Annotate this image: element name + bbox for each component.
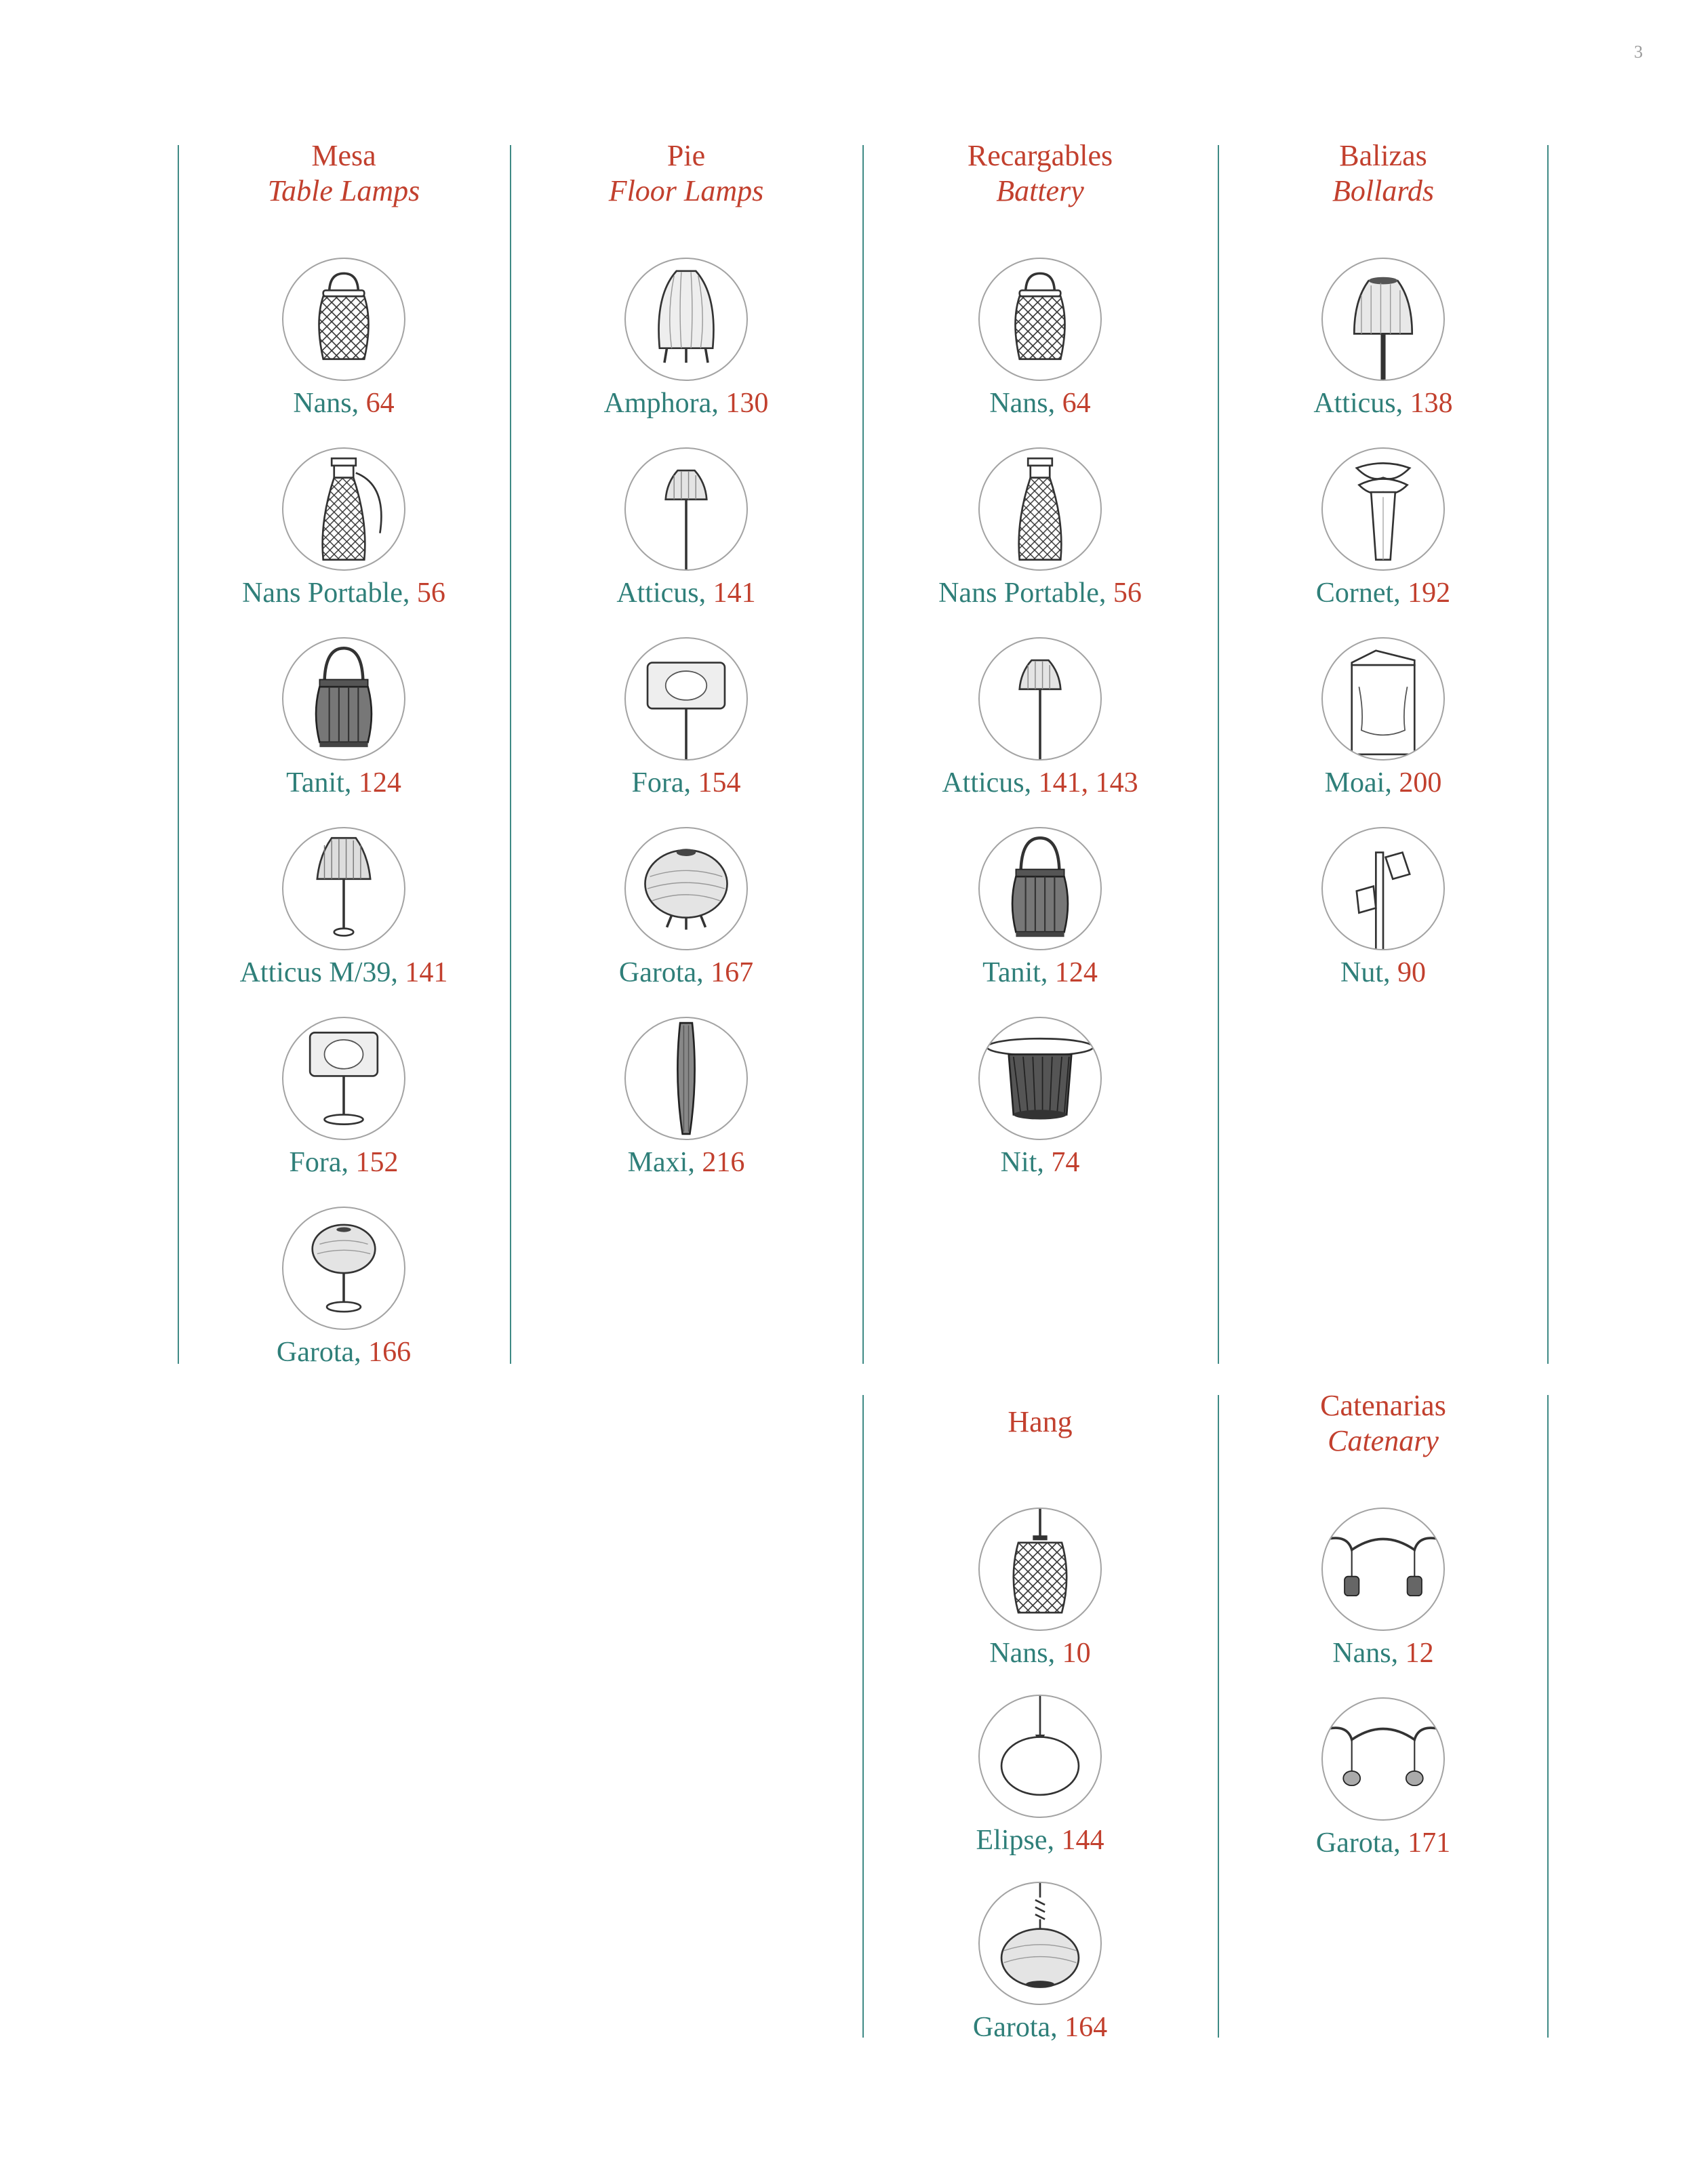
garota-floor-lamp-icon xyxy=(624,827,748,950)
moai-bollard-icon xyxy=(1321,637,1445,761)
nans-table-lamp-icon xyxy=(282,258,405,381)
category-balizas xyxy=(1214,138,1553,1379)
fora-table-lamp-icon xyxy=(282,1017,405,1140)
nans-catenary-icon xyxy=(1321,1508,1445,1631)
category-subtitle: Battery xyxy=(996,174,1084,207)
product-item[interactable]: Maxi, 216 xyxy=(517,1017,856,1179)
column-divider xyxy=(862,145,864,1364)
product-item[interactable]: Tanit, 124 xyxy=(174,637,513,800)
category-title: Catenarias xyxy=(1320,1389,1446,1422)
page-reference: 74 xyxy=(1051,1147,1080,1178)
product-item[interactable]: Elipse, 144 xyxy=(871,1695,1210,1857)
product-item[interactable]: Tanit, 124 xyxy=(871,827,1210,990)
elipse-pendant-icon xyxy=(978,1695,1102,1818)
page-reference: 56 xyxy=(1113,578,1142,609)
category-mesa xyxy=(174,138,513,1379)
category-pie xyxy=(517,138,856,1379)
product-name: Nans xyxy=(989,388,1048,419)
page-reference: 171 xyxy=(1408,1827,1451,1859)
product-name: Atticus M/39 xyxy=(239,957,391,988)
maxi-floor-lamp-icon xyxy=(624,1017,748,1140)
product-name: Nit xyxy=(1000,1147,1037,1178)
product-item[interactable]: Fora, 154 xyxy=(517,637,856,800)
product-item[interactable]: Nans Portable, 56 xyxy=(174,447,513,610)
garota-pendant-icon xyxy=(978,1882,1102,2005)
product-name: Tanit xyxy=(982,957,1041,988)
fora-floor-lamp-icon xyxy=(624,637,748,761)
product-name: Cornet xyxy=(1315,578,1394,609)
page-reference: 141 xyxy=(405,957,448,988)
page-reference: 192 xyxy=(1408,578,1451,609)
product-name: Maxi xyxy=(627,1147,688,1178)
category-subtitle: Table Lamps xyxy=(267,174,420,207)
page-reference: 90 xyxy=(1397,957,1426,988)
nans-portable-lamp-icon xyxy=(282,447,405,571)
product-name: Atticus xyxy=(942,767,1024,798)
page-reference: 10 xyxy=(1062,1638,1091,1669)
page-reference: 64 xyxy=(1062,388,1091,419)
product-item[interactable]: Nans, 64 xyxy=(174,258,513,420)
product-name: Nut xyxy=(1340,957,1383,988)
category-title: Pie xyxy=(666,139,706,172)
product-name: Amphora xyxy=(603,388,712,419)
category-subtitle: Catenary xyxy=(1328,1424,1439,1457)
category-subtitle: Bollards xyxy=(1332,174,1434,207)
product-name: Atticus xyxy=(1313,388,1396,419)
cornet-bollard-icon xyxy=(1321,447,1445,571)
product-name: Nans xyxy=(293,388,352,419)
product-item[interactable]: Moai, 200 xyxy=(1214,637,1553,800)
page-reference: 216 xyxy=(702,1147,745,1178)
product-name: Garota xyxy=(276,1337,355,1368)
category-title: Hang xyxy=(1008,1405,1073,1438)
page-reference: 124 xyxy=(1054,957,1098,988)
nit-table-icon xyxy=(978,1017,1102,1140)
product-name: Nans xyxy=(989,1638,1048,1669)
page-reference: 56 xyxy=(416,578,445,609)
garota-catenary-icon xyxy=(1321,1697,1445,1821)
page-reference: 166 xyxy=(368,1337,412,1368)
page-reference: 141, 143 xyxy=(1038,767,1138,798)
page-reference: 200 xyxy=(1399,767,1442,798)
page-number: 3 xyxy=(1634,42,1643,62)
tanit-battery-lantern-icon xyxy=(978,827,1102,950)
atticus-battery-lamp-icon xyxy=(978,637,1102,761)
product-item[interactable]: Garota, 164 xyxy=(871,1882,1210,2044)
page-reference: 164 xyxy=(1064,2012,1108,2043)
product-name: Nans Portable xyxy=(242,578,403,609)
product-name: Nans Portable xyxy=(938,578,1099,609)
product-name: Garota xyxy=(972,2012,1051,2043)
nans-pendant-icon xyxy=(978,1508,1102,1631)
product-name: Tanit xyxy=(286,767,344,798)
product-item[interactable]: Garota, 167 xyxy=(517,827,856,990)
atticus-table-lamp-icon xyxy=(282,827,405,950)
category-subtitle: Floor Lamps xyxy=(608,174,764,207)
product-item[interactable]: Garota, 171 xyxy=(1214,1697,1553,1860)
nans-battery-lamp-icon xyxy=(978,258,1102,381)
product-item[interactable]: Nit, 74 xyxy=(871,1017,1210,1179)
category-hang xyxy=(871,1388,1210,2052)
nut-bollard-icon xyxy=(1321,827,1445,950)
product-item[interactable]: Fora, 152 xyxy=(174,1017,513,1179)
atticus-bollard-icon xyxy=(1321,258,1445,381)
product-item[interactable]: Garota, 166 xyxy=(174,1207,513,1369)
nans-portable-battery-icon xyxy=(978,447,1102,571)
product-item[interactable]: Cornet, 192 xyxy=(1214,447,1553,610)
product-item[interactable]: Nans, 10 xyxy=(871,1508,1210,1670)
page-reference: 167 xyxy=(711,957,754,988)
product-item[interactable]: Nut, 90 xyxy=(1214,827,1553,990)
atticus-floor-lamp-icon xyxy=(624,447,748,571)
category-title: Mesa xyxy=(311,139,376,172)
category-title: Recargables xyxy=(967,139,1113,172)
product-name: Garota xyxy=(618,957,697,988)
product-item[interactable]: Nans, 64 xyxy=(871,258,1210,420)
product-name: Fora xyxy=(631,767,684,798)
category-title: Balizas xyxy=(1339,139,1427,172)
page-reference: 154 xyxy=(698,767,741,798)
tanit-lantern-icon xyxy=(282,637,405,761)
page-reference: 12 xyxy=(1405,1638,1434,1669)
product-item[interactable]: Atticus, 141, 143 xyxy=(871,637,1210,800)
product-item[interactable]: Nans Portable, 56 xyxy=(871,447,1210,610)
page-reference: 144 xyxy=(1061,1825,1104,1856)
product-item[interactable]: Nans, 12 xyxy=(1214,1508,1553,1670)
page-reference: 138 xyxy=(1410,388,1453,419)
product-name: Nans xyxy=(1332,1638,1391,1669)
product-name: Garota xyxy=(1315,1827,1394,1859)
product-name: Atticus xyxy=(616,578,699,609)
page-reference: 124 xyxy=(358,767,401,798)
product-name: Fora xyxy=(289,1147,342,1178)
page-reference: 141 xyxy=(713,578,756,609)
page-reference: 152 xyxy=(355,1147,399,1178)
product-item[interactable]: Atticus M/39, 141 xyxy=(174,827,513,990)
product-name: Moai xyxy=(1324,767,1385,798)
product-item[interactable]: Atticus, 141 xyxy=(517,447,856,610)
garota-table-lamp-icon xyxy=(282,1207,405,1330)
product-item[interactable]: Amphora, 130 xyxy=(517,258,856,420)
column-divider xyxy=(862,1395,864,2038)
page-reference: 130 xyxy=(725,388,769,419)
category-catenarias xyxy=(1214,1388,1553,2052)
page-reference: 64 xyxy=(365,388,395,419)
category-recargables xyxy=(871,138,1210,1379)
amphora-floor-lamp-icon xyxy=(624,258,748,381)
product-item[interactable]: Atticus, 138 xyxy=(1214,258,1553,420)
product-name: Elipse xyxy=(976,1825,1048,1856)
